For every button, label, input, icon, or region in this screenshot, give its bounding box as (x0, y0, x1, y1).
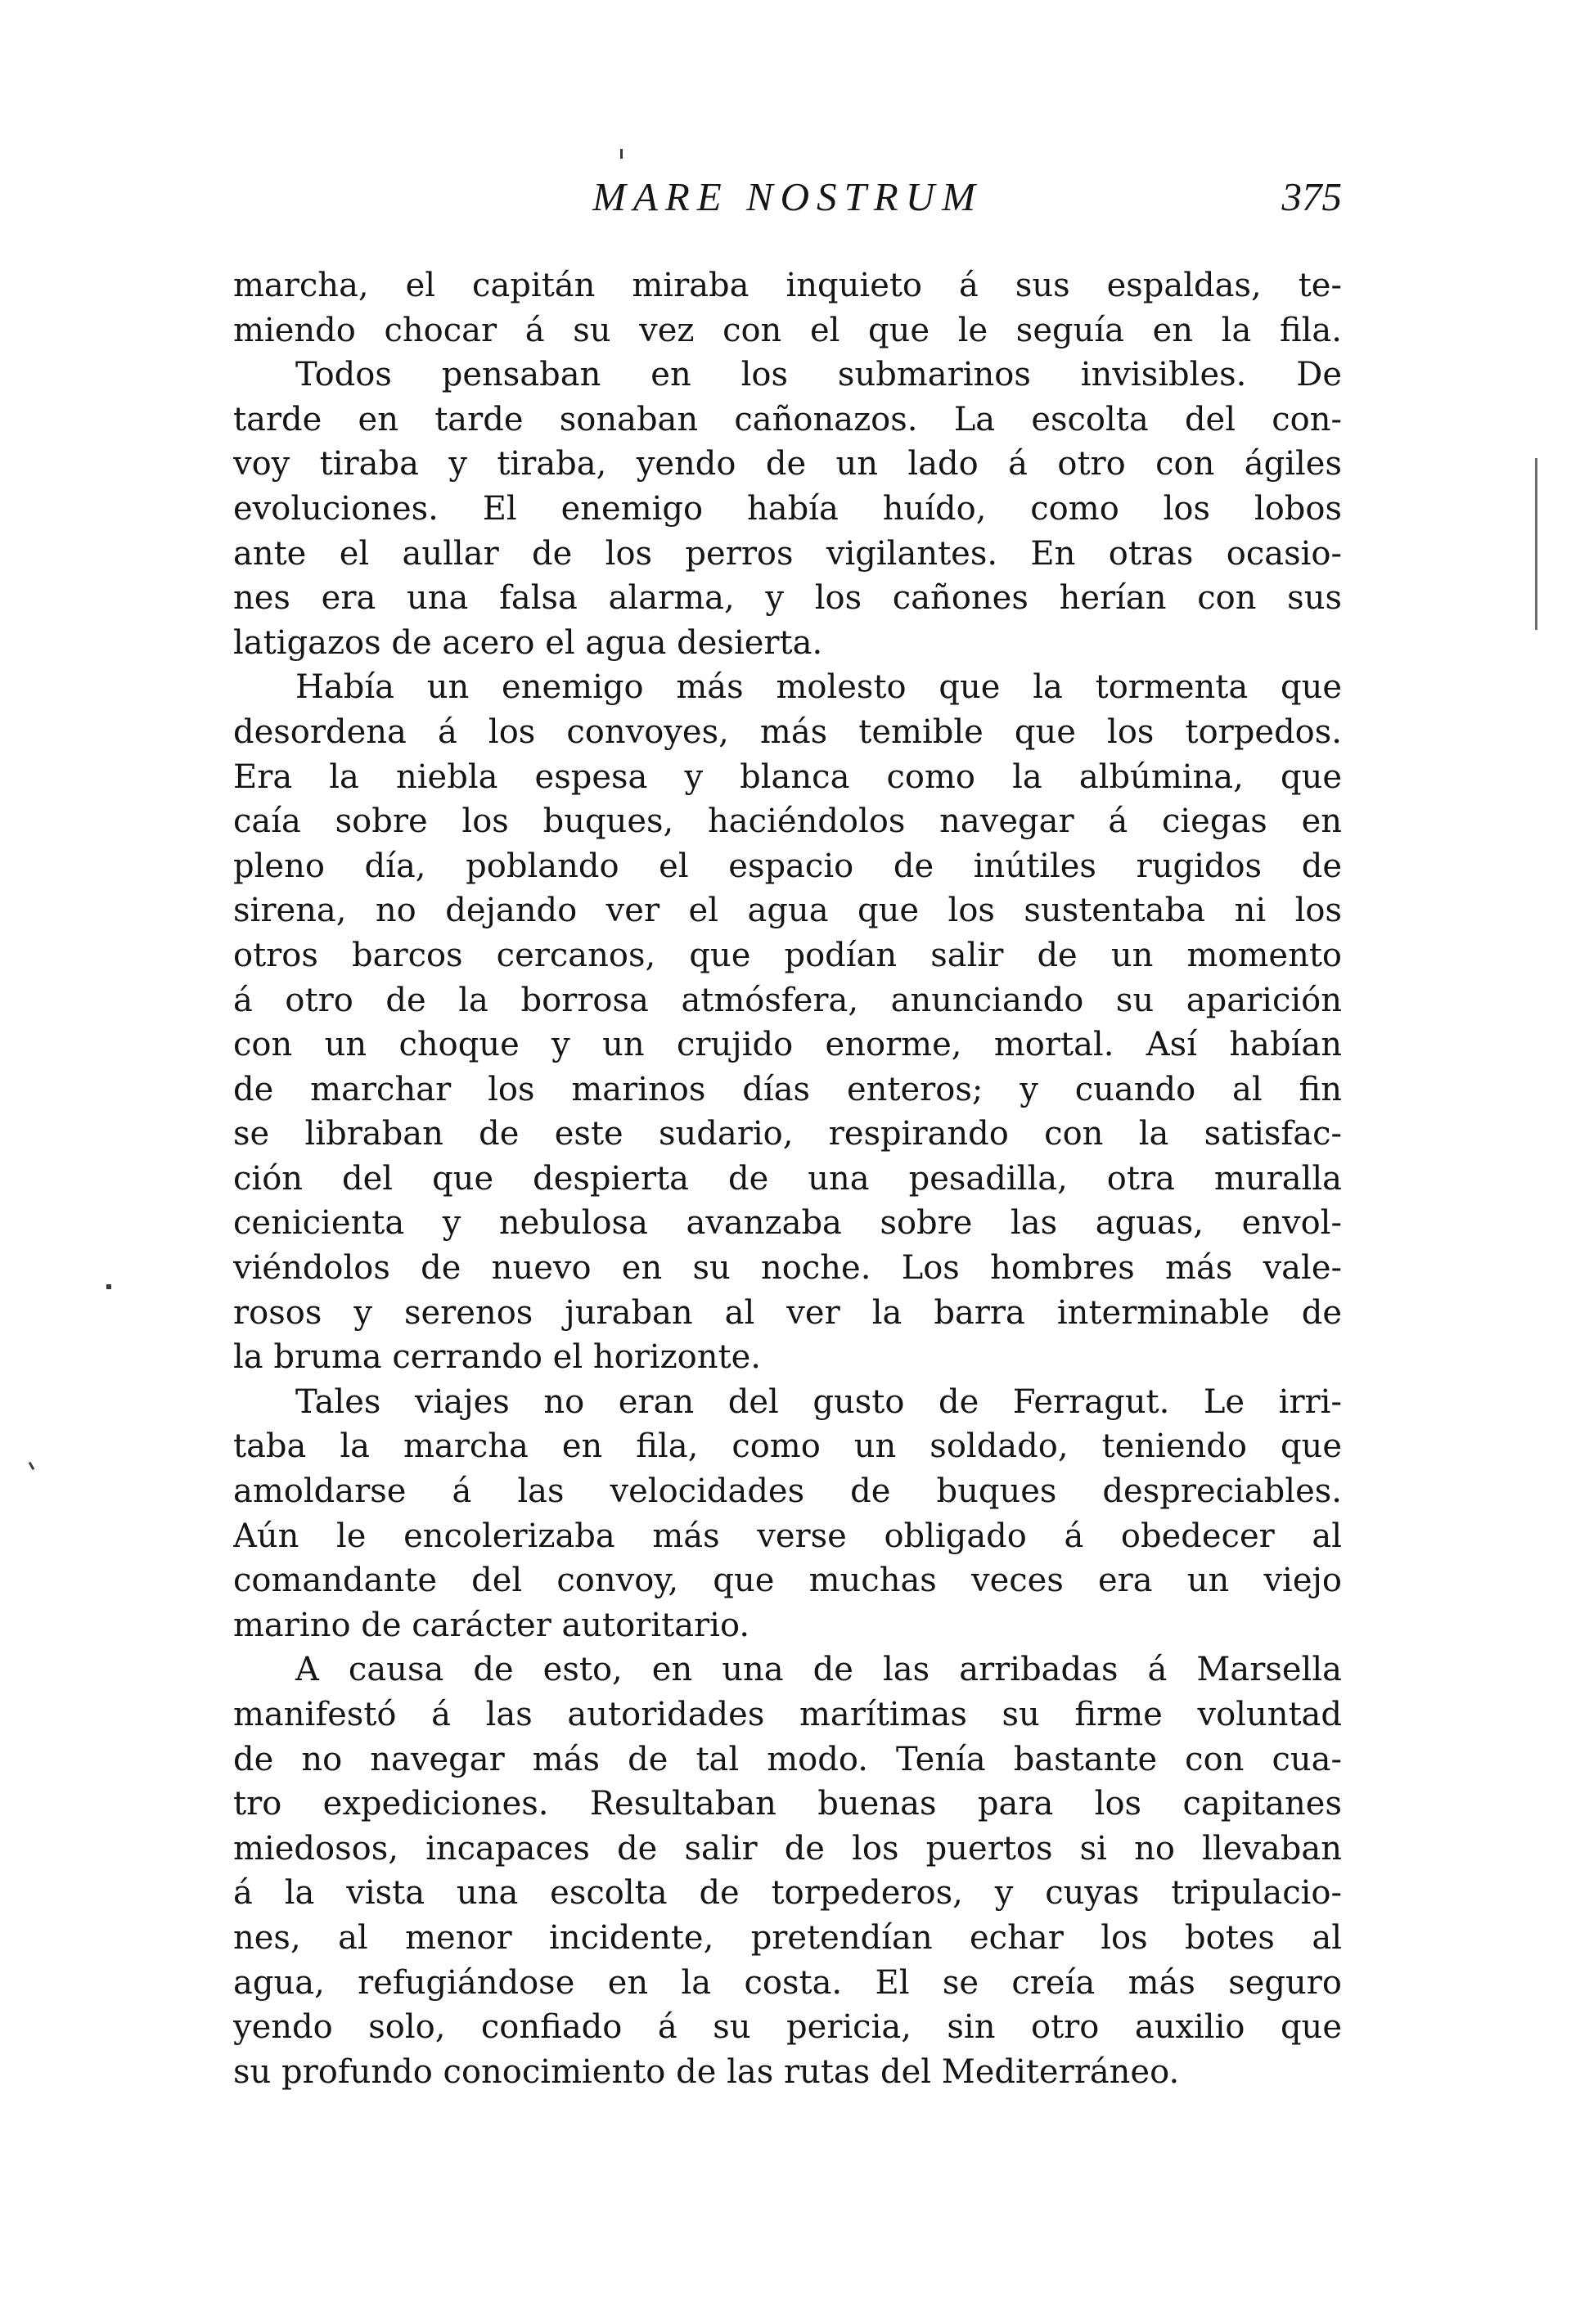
paragraph-end-line: marino de carácter autoritario. (233, 1606, 750, 1644)
text-line: á la vista una escolta de torpederos, y cuyas tripulacio- (233, 1874, 1342, 1913)
paragraph-end-line: su profundo conocimiento de las rutas del Mediterráneo. (233, 2052, 1180, 2091)
text-line: tarde en tarde sonaban cañonazos. La escolta del con- (233, 400, 1342, 438)
running-title: MARE NOSTRUM (592, 174, 983, 219)
text-line: nes, al menor incidente, pretendían echar los botes al (233, 1918, 1342, 1957)
text-line: agua, refugiándose en la costa. El se creía más seguro (233, 1963, 1342, 2002)
text-line: Era la niebla espesa y blanca como la albúmina, que (233, 757, 1342, 796)
text-line: manifestó á las autoridades marítimas su firme voluntad (233, 1696, 1342, 1733)
text-line: marcha, el capitán miraba inquieto á sus espaldas, te- (233, 267, 1342, 304)
text-line: evoluciones. El enemigo había huído, como los lobos (233, 489, 1342, 528)
page-header (233, 173, 1342, 231)
text-line: con un choque y un crujido enorme, mortal. Así habían (233, 1026, 1342, 1064)
text-line: á otro de la borrosa atmósfera, anunciando su aparición (233, 981, 1342, 1019)
scan-speck (106, 1284, 111, 1289)
text-line: se libraban de este sudario, respirando con la satisfac- (233, 1115, 1342, 1153)
text-line: tro expediciones. Resultaban buenas para los capitanes (233, 1785, 1342, 1823)
text-line: pleno día, poblando el espacio de inútiles rugidos de (233, 847, 1342, 885)
scan-speck (620, 149, 623, 159)
text-line: de marchar los marinos días enteros; y cuando al fin (233, 1070, 1342, 1108)
text-line: ción del que despierta de una pesadilla, otra muralla (233, 1159, 1342, 1198)
scan-margin-line (1535, 458, 1537, 630)
text-line: voy tiraba y tiraba, yendo de un lado á otro con ágiles (233, 445, 1342, 483)
paragraph-end-line: la bruma cerrando el horizonte. (233, 1338, 761, 1377)
text-line: miendo chocar á su vez con el que le seguía en la fila. (233, 311, 1342, 349)
text-line: viéndolos de nuevo en su noche. Los hombres más vale- (233, 1249, 1342, 1288)
paragraph-start-line: Todos pensaban en los submarinos invisibles. De (295, 356, 1342, 394)
text-line: yendo solo, confiado á su pericia, sin otro auxilio que (233, 2008, 1342, 2047)
body-text (233, 263, 1342, 2094)
text-line: otros barcos cercanos, que podían salir de un momento (233, 936, 1342, 974)
text-line: ante el aullar de los perros vigilantes. En otras ocasio- (233, 534, 1342, 573)
text-line: miedosos, incapaces de salir de los puertos si no llevaban (233, 1829, 1342, 1868)
paragraph-start-line: Tales viajes no eran del gusto de Ferragut. Le irri- (295, 1382, 1342, 1421)
text-line: caía sobre los buques, haciéndolos navegar á ciegas en (233, 802, 1342, 841)
text-line: sirena, no dejando ver el agua que los sustentaba ni los (233, 892, 1342, 930)
text-line: Aún le encolerizaba más verse obligado á obedecer al (233, 1517, 1342, 1555)
text-line: de no navegar más de tal modo. Tenía bastante con cua- (233, 1740, 1342, 1778)
text-line: comandante del convoy, que muchas veces era un viejo (233, 1562, 1342, 1600)
paragraph-start-line: Había un enemigo más molesto que la tormenta que (295, 668, 1342, 707)
page-number: 375 (1281, 174, 1342, 219)
text-line: nes era una falsa alarma, y los cañones herían con sus (233, 579, 1342, 618)
text-line: rosos y serenos juraban al ver la barra interminable de (233, 1293, 1342, 1332)
text-line: taba la marcha en fila, como un soldado, teniendo que (233, 1427, 1342, 1466)
text-line: desordena á los convoyes, más temible que los torpedos. (233, 712, 1342, 751)
paragraph-end-line: latigazos de acero el agua desierta. (233, 623, 823, 662)
scan-speck (29, 1462, 35, 1470)
paragraph-start-line: A causa de esto, en una de las arribadas á Marsella (295, 1651, 1342, 1689)
text-line: cenicienta y nebulosa avanzaba sobre las aguas, envol- (233, 1204, 1342, 1243)
text-line: amoldarse á las velocidades de buques despreciables. (233, 1472, 1342, 1511)
